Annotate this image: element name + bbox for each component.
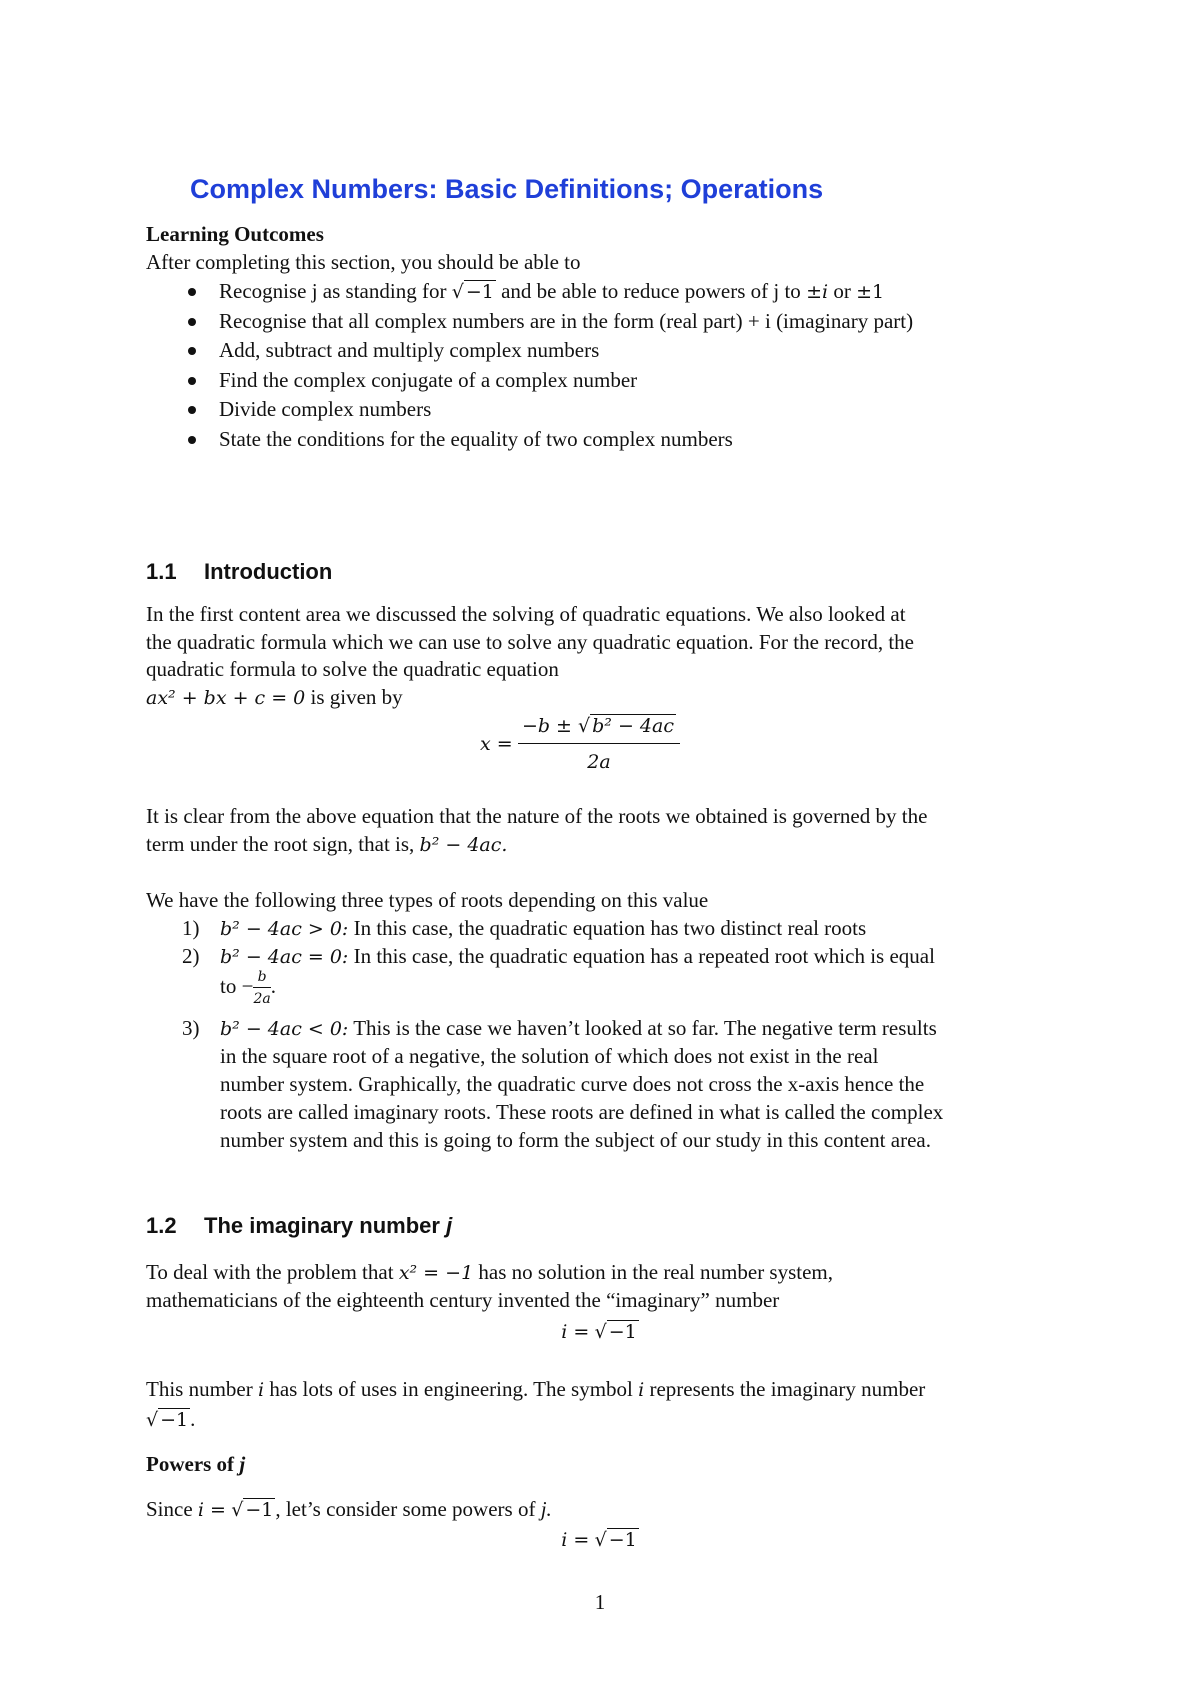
subheading-powers bbox=[146, 1450, 245, 1478]
sqrt-value: −1 bbox=[160, 1409, 189, 1431]
page-number: 1 bbox=[594, 1590, 606, 1614]
learning-outcomes-list bbox=[182, 277, 1082, 454]
section-heading-1-1 bbox=[146, 558, 332, 586]
list-item bbox=[182, 1014, 1102, 1042]
paragraph-line: It is clear from the above equation that the nature of the roots we obtained is governed by the bbox=[146, 804, 928, 828]
section-number: 1.2 bbox=[146, 1213, 177, 1238]
list-item bbox=[182, 914, 1102, 942]
section-number: 1.1 bbox=[146, 559, 177, 584]
fraction bbox=[253, 970, 270, 1006]
numerator-text: −b ± bbox=[521, 715, 572, 737]
sqrt-symbol: √ bbox=[451, 281, 464, 303]
paragraph-text: has no solution in the real number system, bbox=[478, 1260, 834, 1284]
outcome-text: Recognise that all complex numbers are in the form (real part) + i (imaginary part) bbox=[219, 308, 914, 333]
math-var: i bbox=[257, 1379, 265, 1401]
page-title: Complex Numbers: Basic Definitions; Operations bbox=[190, 174, 824, 204]
list-item bbox=[182, 395, 1082, 425]
definition-equation bbox=[0, 1317, 1200, 1346]
paragraph-line bbox=[146, 1405, 195, 1434]
outcome-text: and be able to reduce powers of j to bbox=[501, 279, 801, 303]
bullet-icon bbox=[188, 288, 196, 296]
section-title-var: j bbox=[446, 1213, 453, 1238]
paragraph-line: In the first content area we discussed the solving of quadratic equations. We also looked at bbox=[146, 602, 906, 626]
bullet-icon bbox=[188, 347, 196, 355]
paragraph-line bbox=[146, 1258, 833, 1287]
sqrt-symbol: √ bbox=[231, 1499, 244, 1521]
subheading-text: Powers of bbox=[146, 1452, 235, 1476]
list-item bbox=[182, 942, 1102, 970]
sqrt-value: −1 bbox=[245, 1499, 274, 1521]
list-label: 2) bbox=[182, 944, 200, 968]
list-item-continuation bbox=[182, 970, 1102, 1014]
bullet-icon bbox=[188, 377, 196, 385]
case-text-line: number system. Graphically, the quadratic curve does not cross the x-axis hence the bbox=[220, 1072, 925, 1096]
paragraph-text: represents the imaginary number bbox=[649, 1377, 926, 1401]
math-expr: x² = −1 bbox=[398, 1262, 474, 1284]
paragraph-line: mathematicians of the eighteenth century invented the “imaginary” number bbox=[146, 1288, 780, 1312]
math-expr: b² − 4ac < 0: bbox=[220, 1018, 349, 1040]
formula-fraction bbox=[518, 712, 680, 776]
case-text-line: in the square root of a negative, the solution of which does not exist in the real bbox=[220, 1044, 879, 1068]
sqrt-symbol: √ bbox=[146, 1409, 159, 1431]
paragraph-text: is given by bbox=[310, 685, 403, 709]
list-label: 1) bbox=[182, 916, 200, 940]
sqrt-symbol: √ bbox=[594, 1529, 607, 1551]
roots-cases-list bbox=[182, 914, 1102, 1154]
sqrt-value: −1 bbox=[465, 281, 494, 303]
sqrt-value: b² − 4ac bbox=[592, 715, 674, 737]
equation-lhs: i = bbox=[561, 1321, 590, 1343]
list-label: 3) bbox=[182, 1016, 200, 1040]
math-expr: b² − 4ac. bbox=[419, 834, 508, 856]
quadratic-formula bbox=[480, 712, 680, 776]
case-text-line: number system and this is going to form the subject of our study in this content area. bbox=[220, 1128, 931, 1152]
bullet-icon bbox=[188, 436, 196, 444]
learning-outcomes-heading: Learning Outcomes bbox=[146, 222, 324, 246]
section-title: Introduction bbox=[204, 559, 333, 584]
equation-lhs: i = bbox=[561, 1529, 590, 1551]
paragraph-text: This number bbox=[146, 1377, 253, 1401]
paragraph-line: We have the following three types of roots depending on this value bbox=[146, 888, 709, 912]
math-expr: ax² + bx + c = 0 bbox=[146, 687, 306, 709]
formula-numerator bbox=[518, 712, 680, 743]
paragraph-text: has lots of uses in engineering. The symbol bbox=[269, 1377, 633, 1401]
sqrt-value: −1 bbox=[608, 1529, 637, 1551]
list-item bbox=[182, 366, 1082, 396]
paragraph-line: the quadratic formula which we can use to solve any quadratic equation. For the record, the bbox=[146, 630, 914, 654]
sqrt-symbol: √ bbox=[578, 715, 591, 737]
outcome-text: Add, subtract and multiply complex numbers bbox=[219, 338, 600, 362]
bullet-icon bbox=[188, 406, 196, 414]
math-expr: ±i bbox=[806, 281, 829, 303]
outcome-text: Find the complex conjugate of a complex number bbox=[219, 367, 638, 392]
formula-denominator: 2a bbox=[518, 743, 680, 776]
paragraph-line bbox=[146, 1375, 925, 1404]
outcome-text: State the conditions for the equality of two complex numbers bbox=[219, 426, 733, 451]
paragraph-text: , let’s consider some powers of bbox=[275, 1497, 536, 1521]
outcome-text: or bbox=[833, 279, 851, 303]
case-text: In this case, the quadratic equation has a repeated root which is equal bbox=[353, 944, 935, 968]
case-text: . bbox=[270, 973, 276, 998]
outcome-text: Recognise j as standing for bbox=[219, 279, 447, 303]
math-expr: b² − 4ac > 0: bbox=[220, 918, 349, 940]
list-item bbox=[182, 425, 1082, 455]
fraction-numerator: b bbox=[257, 969, 267, 985]
case-text: In this case, the quadratic equation has two distinct real roots bbox=[353, 916, 867, 940]
list-item bbox=[182, 336, 1082, 366]
case-text: to − bbox=[220, 973, 254, 998]
paragraph-line bbox=[146, 1495, 552, 1524]
learning-outcomes-intro: After completing this section, you should be able to bbox=[146, 250, 581, 274]
case-text: This is the case we haven’t looked at so far. The negative term results bbox=[353, 1016, 937, 1040]
math-expr: ±1 bbox=[856, 281, 885, 303]
case-text-line: roots are called imaginary roots. These roots are defined in what is called the complex bbox=[220, 1100, 944, 1124]
math-var: j. bbox=[540, 1497, 552, 1521]
subheading-var: j bbox=[239, 1452, 246, 1476]
equation-lhs: i = bbox=[197, 1499, 226, 1521]
paragraph-line bbox=[146, 683, 403, 712]
sqrt-symbol: √ bbox=[594, 1321, 607, 1343]
paragraph-text: To deal with the problem that bbox=[146, 1260, 394, 1284]
outcome-text: Divide complex numbers bbox=[219, 397, 432, 421]
list-item bbox=[182, 277, 1082, 307]
math-expr: b² − 4ac = 0: bbox=[220, 946, 349, 968]
math-var: i bbox=[638, 1379, 645, 1401]
bullet-icon bbox=[188, 318, 196, 326]
section-title: The imaginary number bbox=[204, 1213, 440, 1238]
formula-lhs: x = bbox=[480, 733, 513, 755]
paragraph-line: quadratic formula to solve the quadratic equation bbox=[146, 657, 559, 681]
powers-equation bbox=[0, 1525, 1200, 1554]
paragraph-text: . bbox=[190, 1407, 196, 1431]
sqrt-value: −1 bbox=[608, 1321, 637, 1343]
fraction-denominator: 2a bbox=[253, 987, 270, 1006]
list-item bbox=[182, 307, 1082, 337]
paragraph-text: term under the root sign, that is, bbox=[146, 832, 415, 856]
paragraph-line bbox=[146, 830, 507, 859]
section-heading-1-2 bbox=[146, 1212, 452, 1240]
paragraph-text: Since bbox=[146, 1497, 193, 1521]
